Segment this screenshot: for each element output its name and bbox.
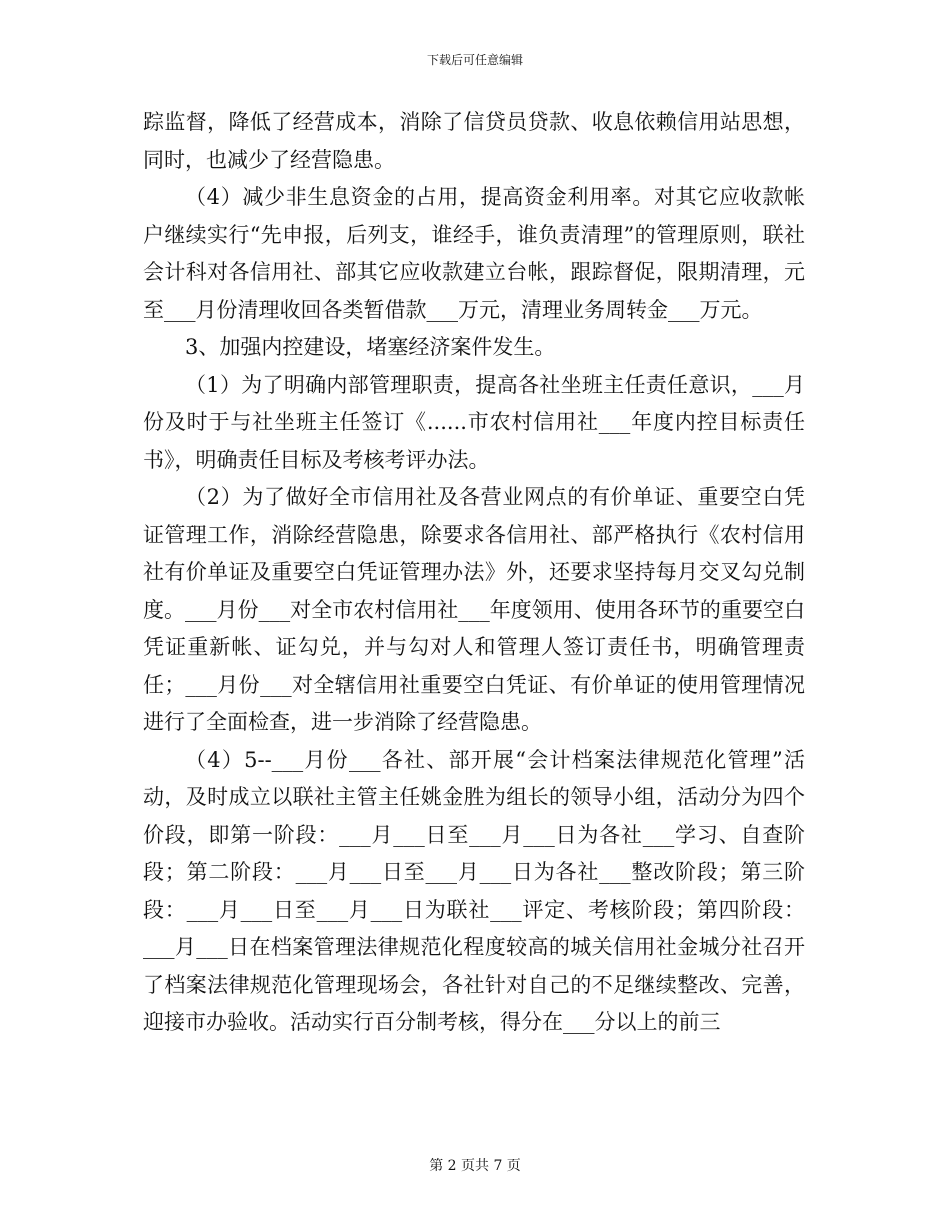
paragraph-continuation: 踪监督，降低了经营成本，消除了信贷员贷款、收息依赖信用站思想，同时，也减少了经营隐患。 [143,110,805,172]
paragraph-item-2-vouchers: （2）为了做好全市信用社及各营业网点的有价单证、重要空白凭证管理工作，消除经营隐患，除要求各信用社、部严格执行《农村信用社有价单证及重要空白凭证管理办法》外，还要求坚持每月交叉勾兑制度。___月份___对全市农村信用社___年度领用、使用各环节的重要空白凭证重新帐、证勾兑，并与勾对人和管理人签订责任书，明确管理责任；___月份___对全辖信用社重要空白凭证、有价单证的使用管理情况进行了全面检查，进一步消除了经营隐患。 [143,485,805,734]
page-header: 下载后可任意编辑 [426,53,523,67]
paragraph-item-4-archives: （4）5--___月份___各社、部开展“会计档案法律规范化管理”活动，及时成立以联社主管主任姚金胜为组长的领导小组，活动分为四个价段，即第一阶段：___月___日至___月___日为各社___学习、自查阶段；第二阶段：___月___日至___月___日为各社___整改阶段；第三阶段：___月___日至___月___日为联社___评定、考核阶段；第四阶段：___月___日在档案管理法律规范化程度较高的城关信用社金城分社召开了档案法律规范化管理现场会，各社针对自己的不足继续整改、完善，迎接市办验收。活动实行百分制考核，得分在___分以上的前三 [143,747,805,1034]
page-footer: 第 2 页共 7 页 [429,1158,521,1174]
paragraph-item-1-responsibility: （1）为了明确内部管理职责，提高各社坐班主任责任意识，___月份及时于与社坐班主任签订《......市农村信用社___年度内控目标责任书》，明确责任目标及考核考评办法。 [143,372,805,472]
document-body [143,104,805,1042]
section-heading-internal-control: 3、加强内控建设，堵塞经济案件发生。 [185,335,556,359]
paragraph-item-4-funds: （4）减少非生息资金的占用，提高资金利用率。对其它应收款帐户继续实行“先申报，后列支，谁经手，谁负责清理”的管理原则，联社会计科对各信用社、部其它应收款建立台帐，跟踪督促，限期清理，元至___月份清理收回各类暂借款___万元，清理业务周转金___万元。 [143,185,805,322]
